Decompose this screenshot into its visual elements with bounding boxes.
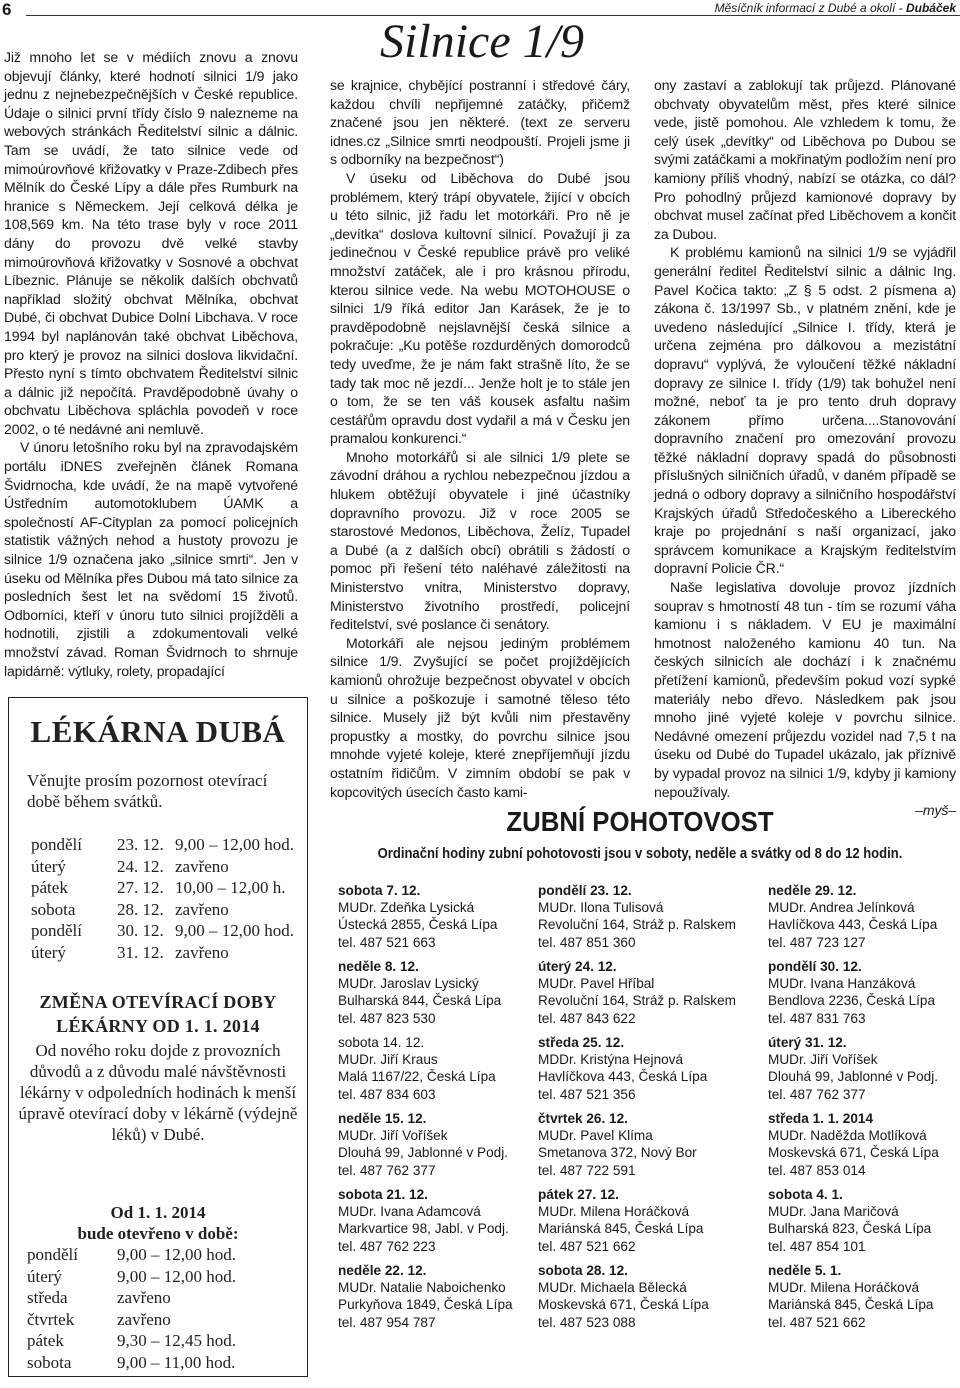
paragraph: se krajnice, chybějící postranní i středové čáry, každou chvíli nepřijemné zatáčky, přičemž značené jsou jen některé. (text ze serveru idnes.cz „Silnice smrti neodpouští. Projeli jsme ji s odborníky na bezpečnost“): [330, 77, 630, 168]
change-title-line: LÉKÁRNY OD 1. 1. 2014: [56, 1016, 260, 1036]
dental-phone: tel. 487 762 377: [338, 1162, 436, 1178]
dental-phone: tel. 487 853 014: [768, 1162, 866, 1178]
dental-entry: [538, 1186, 758, 1255]
dental-entry: [768, 1262, 958, 1331]
pharmacy-box: [8, 697, 308, 1377]
dental-address: Revoluční 164, Stráž p. Ralskem: [538, 917, 736, 933]
hours-row: [31, 942, 294, 964]
dental-entry: [338, 1262, 538, 1331]
dental-date: pátek 27. 12.: [538, 1187, 619, 1202]
hours-row: [31, 877, 294, 899]
masthead-prefix: Měsíčník informací z Dubé a okolí -: [714, 1, 906, 15]
article-signature: –myš–: [915, 802, 956, 819]
dental-doctor: MUDr. Jiří Kraus: [338, 1052, 438, 1068]
dental-entry: [338, 882, 538, 951]
dental-phone: tel. 487 521 662: [768, 1314, 866, 1330]
schedule-hours: 9,00 – 12,00 hod.: [117, 1245, 236, 1264]
hours-date: 23. 12.: [117, 835, 164, 854]
dental-entry: [768, 882, 958, 951]
paragraph: ony zastaví a zablokují tak průjezd. Plánované obchvaty obyvatelům měst, přes které silnice vede, jistě pomohou. Ale vzhledem k tomu, že celý úsek „devítky“ od Liběchova po Dubou se svými zatáčkami a mokřinatým podložím není pro kamiony příliš vhodný, nabízí se otázka, co dál? Pro pohodlný průjezd kamionové dopravy by obchvat musel začínat před Liběchovem a končit za Dubou.: [654, 77, 956, 242]
dental-date: pondělí 23. 12.: [538, 883, 632, 898]
change-title-line: ZMĚNA OTEVÍRACÍ DOBY: [39, 992, 277, 1012]
page-number: 6: [2, 0, 12, 19]
dental-entry: [768, 1186, 958, 1255]
hours-day: sobota: [31, 899, 76, 919]
article-title: Silnice 1/9: [380, 15, 584, 68]
hours-row: [31, 920, 294, 942]
hours-date: 28. 12.: [117, 899, 164, 919]
dental-date: sobota 28. 12.: [538, 1263, 628, 1278]
article-column-2: [330, 76, 630, 801]
schedule-row: [27, 1287, 236, 1309]
paragraph: Motorkáři ale nejsou jediným problémem silnice 1/9. Zvyšující se počet projíždějících kamionů ohrožuje bezpečnost obyvatel v obcích u silnice a poškozuje i samotné těleso této silnice. Musely již být kvůli nim přestavěny propustky a mostky, do povrchu silnice jsou mnohde vyjeté koleje, které znepříjemňují jízdu ostatním řidičům. V zimním období se pak v kopcovitých úsecích často kami-: [330, 634, 630, 800]
dental-column-2: [538, 882, 758, 1338]
dental-entry: [338, 958, 538, 1027]
dental-entry: [338, 1186, 538, 1255]
dental-address: Moskevská 671, Česká Lípa: [768, 1145, 939, 1161]
article-column-3: [654, 76, 956, 820]
dental-date: sobota 4. 1.: [768, 1187, 843, 1202]
dental-address: Havlíčkova 443, Česká Lípa: [538, 1069, 708, 1085]
dental-doctor: MUDr. Jana Maričová: [768, 1204, 899, 1220]
dental-entry: [768, 1034, 958, 1103]
dental-phone: tel. 487 723 127: [768, 934, 866, 950]
dental-date: úterý 24. 12.: [538, 959, 617, 974]
dental-date: úterý 31. 12.: [768, 1035, 847, 1050]
dental-date: neděle 5. 1.: [768, 1263, 842, 1278]
schedule-row: [27, 1309, 236, 1331]
paragraph: Naše legislativa dovoluje provoz jízdních souprav s hmotností 48 tun - tím se rozumí váha kamionu i s nákladem. V EU je maximální hmotnost naloženého kamionu 40 tun. Na českých silnicích ale dochází i k značnému přetížení kamionů, především pokud vozí sypké materiály nebo dřevo. Následkem pak jsou mnoho jiné vyjeté koleje v povrchu silnice. Nedávné omezení průjezdu vozidel nad 7,5 t na úseku od Dubé do Tupadel ukázalo, jak příznivě by vypadal provoz na silnici 1/9, kdyby ji kamiony nepoužívaly.: [654, 579, 956, 800]
schedule-hours: 9,00 – 11,00 hod.: [117, 1352, 236, 1372]
dental-phone: tel. 487 722 591: [538, 1162, 636, 1178]
dental-address: Moskevská 671, Česká Lípa: [538, 1297, 709, 1313]
dental-date: neděle 29. 12.: [768, 883, 857, 898]
dental-date: středa 1. 1. 2014: [768, 1111, 874, 1126]
dental-phone: tel. 487 521 662: [538, 1238, 636, 1254]
dental-doctor: MUDr. Natalie Naboichenko: [338, 1280, 506, 1296]
dental-date: sobota 7. 12.: [338, 883, 421, 898]
masthead-name: Dubáček: [905, 1, 956, 15]
dental-address: Bulharská 823, Česká Lípa: [768, 1221, 932, 1237]
dental-phone: tel. 487 851 360: [538, 934, 636, 950]
dental-doctor: MUDr. Jaroslav Lysický: [338, 976, 479, 992]
dental-entry: [538, 882, 758, 951]
dental-doctor: MUDr. Zdeňka Lysická: [338, 900, 475, 916]
dental-phone: tel. 487 831 763: [768, 1010, 866, 1026]
dental-date: sobota 21. 12.: [338, 1187, 428, 1202]
dental-date: čtvrtek 26. 12.: [538, 1111, 628, 1126]
dental-doctor: MUDr. Milena Horáčková: [768, 1280, 920, 1296]
hours-day: pátek: [31, 878, 68, 897]
hours-value: zavřeno: [175, 942, 229, 962]
dental-address: Mariánská 845, Česká Lípa: [768, 1297, 934, 1313]
paragraph: V úseku od Liběchova do Dubé jsou problémem, který trápí obyvatele, žijící v obcích u této silnic, již řadu let motorkáři. Pro ně je „devítka“ doslova kultovní silnicí. Považují ji za jedinečnou v České republice právě pro veliké množství zatáček, ale i pro krásnou přírodu, kterou silnice vede. Na webu MOTOHOUSE o silnici 1/9 říká editor Jan Karásek, že je to pravděpodobně nejslavnější česká silnice a pokračuje: „Ku potěše rozdurděných domorodců tedy uveďme, že je nám fakt strašně líto, že se tady tak moc ně jezdí... Jenže holt je to stále jen o tom, že se ten váš kousek asfaltu našim cestářům opravdu dost vydařil a má v Česku jen pramalou konkurenci.“: [330, 169, 630, 447]
change-title: [9, 990, 307, 1038]
schedule-day: pátek: [27, 1331, 64, 1350]
masthead: [709, 1, 956, 15]
dental-doctor: MUDr. Jiří Voříšek: [338, 1128, 448, 1144]
from-title-line: bude otevřeno v době:: [77, 1224, 239, 1243]
dental-entry: [768, 958, 958, 1027]
dental-date: středa 25. 12.: [538, 1035, 625, 1050]
hours-day: úterý: [31, 856, 66, 876]
dental-date: neděle 22. 12.: [338, 1263, 427, 1278]
dental-address: Ústecká 2855, Česká Lípa: [338, 917, 498, 933]
hours-row: [31, 834, 294, 856]
dental-phone: tel. 487 521 663: [338, 934, 436, 950]
dental-title: ZUBNÍ POHOTOVOST: [506, 806, 774, 837]
dental-date: sobota 14. 12.: [338, 1035, 425, 1050]
schedule-hours: 9,00 – 12,00 hod.: [117, 1266, 236, 1286]
dental-subtitle: Ordinační hodiny zubní pohotovosti jsou v soboty, neděle a svátky od 8 do 12 hodin.: [377, 846, 903, 862]
dental-entry: [768, 1110, 958, 1179]
dental-doctor: MUDr. Jiří Voříšek: [768, 1052, 878, 1068]
dental-entry: [538, 1034, 758, 1103]
dental-phone: tel. 487 954 787: [338, 1314, 436, 1330]
hours-value: zavřeno: [175, 856, 229, 876]
holiday-hours: [31, 834, 294, 963]
dental-entry: [538, 958, 758, 1027]
schedule-row: [27, 1266, 236, 1288]
dental-doctor: MUDr. Naděžda Motlíková: [768, 1128, 927, 1144]
dental-doctor: MDDr. Kristýna Hejnová: [538, 1052, 684, 1068]
dental-entry: [338, 1034, 538, 1103]
hours-date: 30. 12.: [117, 921, 164, 940]
dental-address: Revoluční 164, Stráž p. Ralskem: [538, 993, 736, 1009]
hours-date: 27. 12.: [117, 878, 164, 897]
dental-doctor: MUDr. Pavel Hříbal: [538, 976, 655, 992]
dental-phone: tel. 487 854 101: [768, 1238, 866, 1254]
dental-phone: tel. 487 523 088: [538, 1314, 636, 1330]
hours-value: 10,00 – 12,00 h.: [175, 878, 286, 897]
schedule-day: středa: [27, 1288, 68, 1307]
dental-address: Smetanova 372, Nový Bor: [538, 1145, 697, 1161]
dental-address: Dlouhá 99, Jablonné v Podj.: [768, 1069, 939, 1085]
from-title-line: Od 1. 1. 2014: [110, 1203, 206, 1222]
dental-entry: [538, 1262, 758, 1331]
pharmacy-note: Věnujte prosím pozornost otevírací době během svátků.: [27, 771, 268, 811]
hours-date: 31. 12.: [117, 942, 164, 962]
dental-doctor: MUDr. Pavel Klíma: [538, 1128, 653, 1144]
hours-value: zavřeno: [175, 899, 229, 919]
dental-phone: tel. 487 843 622: [538, 1010, 636, 1026]
dental-phone: tel. 487 762 377: [768, 1086, 866, 1102]
dental-doctor: MUDr. Ivana Adamcová: [338, 1204, 481, 1220]
dental-address: Dlouhá 99, Jablonné v Podj.: [338, 1145, 509, 1161]
dental-phone: tel. 487 834 603: [338, 1086, 436, 1102]
dental-doctor: MUDr. Ivana Hanzáková: [768, 976, 916, 992]
schedule-row: [27, 1352, 236, 1374]
schedule-hours: zavřeno: [117, 1288, 171, 1307]
dental-phone: tel. 487 762 223: [338, 1238, 436, 1254]
dental-entry: [538, 1110, 758, 1179]
dental-doctor: MUDr. Ilona Tulisová: [538, 900, 664, 916]
schedule-row: [27, 1330, 236, 1352]
hours-row: [31, 899, 294, 921]
paragraph: Mnoho motorkářů si ale silnici 1/9 plete se závodní dráhou a rychlou nebezpečnou jízdou a hlukem obtěžují obyvatele i jiné účastníky dopravního provozu. Již v roce 2005 se starostové Medonos, Liběchova, Želíz, Tupadel a Dubé (a z dalších obcí) obrátili s žádostí o pomoc při řešení této naléhavé záležitosti na Ministerstvo vnitra, Ministerstvo dopravy, Ministerstvo životního prostředí, policejní ředitelství, své poslance či senátory.: [330, 448, 630, 633]
dental-address: Purkyňova 1849, Česká Lípa: [338, 1297, 513, 1313]
schedule-day: pondělí: [27, 1245, 78, 1264]
from-title: [9, 1202, 307, 1244]
paragraph: Již mnoho let se v médiích znovu a znovu objevují články, které hodnotí silnici 1/9 jako jednu z nejnebezpečnějších v České republice. Údaje o silnici první třídy číslo 9 nalezneme na webových stránkách Ředitelství silnic a dálnic. Tam se uvádí, že tato silnice vede od mimoúrovňové křižovatky v Praze-Zdibech přes Mělník do České Lípy a dále přes Rumburk na hranice s Německem. Její celková délka je 108,569 km. Na této trase byly v roce 2011 dány do provozu dvě velké stavby mimoúrovňová křižovatky v Sosnové a obchvat Líbeznic. Plánuje se několik dalších obchvatů například složitý obchvat Mělníka, obchvat Dubé, či obchvat Dubice Dolní Libchava. V roce 1994 byl naplánován také obchvat Liběchova, pro který je provoz na silnici doslova likvidační. Přesto nyní s tímto obchvatem Ředitelství silnic a dálnic již nepočítá. Pravděpodobně úvahy o obchvatu Liběchova spláchla povodeň v roce 2002, o té nedávné ani nemluvě.: [4, 49, 298, 437]
dental-column-1: [338, 882, 538, 1338]
hours-value: 9,00 – 12,00 hod.: [175, 835, 294, 854]
dental-entry: [338, 1110, 538, 1179]
schedule-row: [27, 1244, 236, 1266]
paragraph: V únoru letošního roku byl na zpravodajském portálu iDNES zveřejněn článek Romana Švidrnocha, kde uvádí, že na mapě vytvořené Ústředním automotoklubem ÚAMK a společností AF-Cityplan za pomocí policejních statistik vážných nehod a hustoty provozu je silnice 1/9 označena jako „silnice smrti“. Jen v úseku od Mělníka přes Dubou má tato silnice za posledních šest let na svědomí 15 životů. Odborníci, kteří v únoru tuto silnici projížděli a hodnotili, zjistili a zdokumentovali velké množství závad. Roman Švidrnoch to shrnuje lapidárně: výtluky, rolety, propadající: [4, 439, 298, 679]
schedule-day: sobota: [27, 1352, 72, 1372]
dental-doctor: MUDr. Milena Horáčková: [538, 1204, 690, 1220]
dental-address: Bendlova 2236, Česká Lípa: [768, 993, 936, 1009]
schedule-day: čtvrtek: [27, 1309, 75, 1329]
hours-day: pondělí: [31, 921, 82, 940]
schedule-hours: zavřeno: [117, 1309, 171, 1329]
schedule-hours: 9,30 – 12,45 hod.: [117, 1331, 236, 1350]
dental-date: neděle 8. 12.: [338, 959, 419, 974]
hours-day: pondělí: [31, 835, 82, 854]
dental-address: Havlíčkova 443, Česká Lípa: [768, 917, 938, 933]
hours-date: 24. 12.: [117, 856, 164, 876]
dental-phone: tel. 487 521 356: [538, 1086, 636, 1102]
dental-address: Mariánská 845, Česká Lípa: [538, 1221, 704, 1237]
dental-date: neděle 15. 12.: [338, 1111, 427, 1126]
pharmacy-title: LÉKÁRNA DUBÁ: [30, 714, 286, 749]
hours-day: úterý: [31, 942, 66, 962]
dental-doctor: MUDr. Andrea Jelínková: [768, 900, 915, 916]
article-column-1: [4, 48, 298, 680]
change-text: Od nového roku dojde z provozních důvodů a z důvodu malé návštěvnosti lékárny v odpoledních hodinách k menší úpravě otevírací doby v lékárně (výdejně léků) v Dubé.: [18, 1041, 298, 1144]
dental-column-3: [768, 882, 958, 1338]
dental-address: Markvartice 98, Jabl. v Podj.: [338, 1221, 509, 1237]
hours-row: [31, 856, 294, 878]
dental-address: Bulharská 844, Česká Lípa: [338, 993, 502, 1009]
dental-phone: tel. 487 823 530: [338, 1010, 436, 1026]
dental-address: Malá 1167/22, Česká Lípa: [338, 1069, 496, 1085]
dental-date: pondělí 30. 12.: [768, 959, 862, 974]
schedule-day: úterý: [27, 1266, 62, 1286]
paragraph: K problému kamionů na silnici 1/9 se vyjádřil generální ředitel Ředitelství silnic a dálnic Ing. Pavel Kočica takto: „Z § 5 odst. 2 písmena a) zákona č. 13/1997 Sb., v platném znění, kde je uvedeno následující „Silnice I. třídy, která je určena zejména pro dálkovou a mezistátní dopravu“ vyplývá, že vyloučení těžké nákladní dopravy ze silnice I. třídy (1/9) tak bohužel není možné, neboť ta je pro tento druh dopravy zákonem přímo určena....Stanovování dopravního značení pro omezování provozu těžké nákladní dopravy spadá do působnosti příslušných silničních úřadů, v daném případě se jedná o odbory dopravy a silničního hospodářství Krajských úřadů Středočeského a Libereckého kraje po projednání s naší organizací, jako správcem komunikace a Krajským ředitelstvím dopravní Policie ČR.“: [654, 244, 956, 577]
hours-value: 9,00 – 12,00 hod.: [175, 921, 294, 940]
dental-doctor: MUDr. Michaela Bělecká: [538, 1280, 687, 1296]
new-schedule: [27, 1244, 236, 1373]
